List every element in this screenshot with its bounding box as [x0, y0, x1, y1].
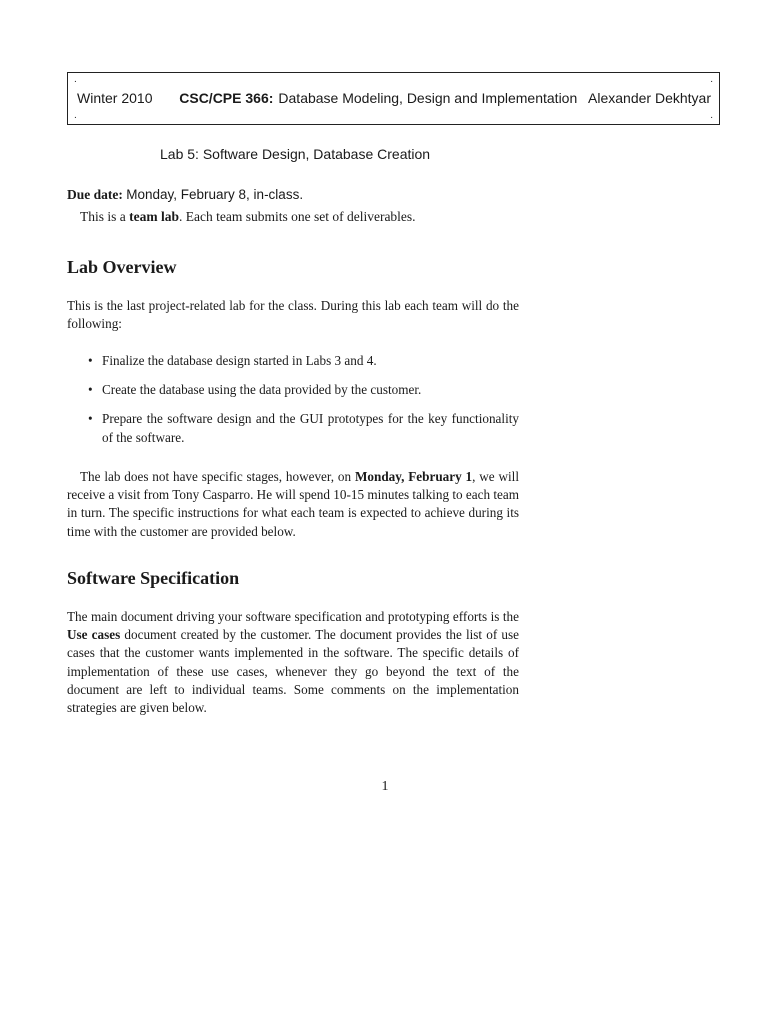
list-item	[88, 410, 519, 446]
due-date-value: Monday, February 8, in-class.	[126, 187, 304, 202]
header-term: Winter 2010	[77, 90, 153, 106]
page-number: 1	[381, 779, 389, 794]
list-item	[88, 381, 519, 399]
spec-before: The main document driving your software specification and prototyping efforts is the	[67, 609, 519, 624]
team-note-after: . Each team submits one set of deliverables.	[179, 209, 416, 224]
lab-overview-bullets	[88, 352, 519, 458]
software-spec-paragraph	[67, 608, 519, 717]
lab-overview-heading: Lab Overview	[67, 257, 177, 277]
lab-overview-closing	[67, 468, 519, 541]
corner-dot-top-right: .	[710, 74, 713, 85]
closing-before: The lab does not have specific stages, however, on	[80, 469, 355, 484]
team-note-bold: team lab	[129, 209, 179, 224]
due-date-line	[67, 187, 303, 203]
list-item	[88, 352, 519, 370]
spec-after: document created by the customer. The document provides the list of use cases that the customer wants implemented in the software. The specific details of implementation of these use cases, whenever they go beyond the text of the document are left to individual teams. Some comments on the implementation strategies are given below.	[67, 627, 519, 716]
bullet-icon: •	[88, 353, 93, 368]
corner-dot-top-left: .	[74, 74, 77, 85]
lab-overview-intro: This is the last project-related lab for the class. During this lab each team will do the following:	[67, 298, 519, 332]
bullet-text: Create the database using the data provided by the customer.	[102, 382, 422, 398]
closing-bold: Monday, February 1	[354, 469, 473, 484]
team-note-before: This is a	[80, 209, 130, 224]
due-date-label: Due date:	[67, 187, 123, 202]
bullet-icon: •	[88, 411, 93, 427]
bullet-icon: •	[88, 382, 93, 398]
software-spec-heading: Software Specification	[67, 568, 240, 588]
header-course	[163, 90, 577, 106]
header-box	[67, 72, 720, 125]
corner-dot-bottom-left: .	[74, 110, 77, 121]
bullet-text: Prepare the software design and the GUI prototypes for the key functionality of the software.	[102, 411, 519, 445]
lab-title: Lab 5: Software Design, Database Creation	[160, 146, 431, 162]
team-lab-note	[80, 209, 416, 225]
closing-after: , we will receive a visit from Tony Casparro. He will spend 10-15 minutes talking to each team in turn. The specific instructions for what each team is expected to achieve during its time with the customer are provided below.	[67, 469, 519, 539]
course-title: Database Modeling, Design and Implementation	[278, 90, 578, 106]
header-instructor: Alexander Dekhtyar	[588, 90, 711, 106]
corner-dot-bottom-right: .	[710, 110, 713, 121]
header-row	[77, 90, 711, 106]
course-code: CSC/CPE 366:	[179, 90, 274, 106]
spec-bold: Use cases	[67, 627, 121, 643]
bullet-text: Finalize the database design started in Labs 3 and 4.	[102, 353, 377, 368]
